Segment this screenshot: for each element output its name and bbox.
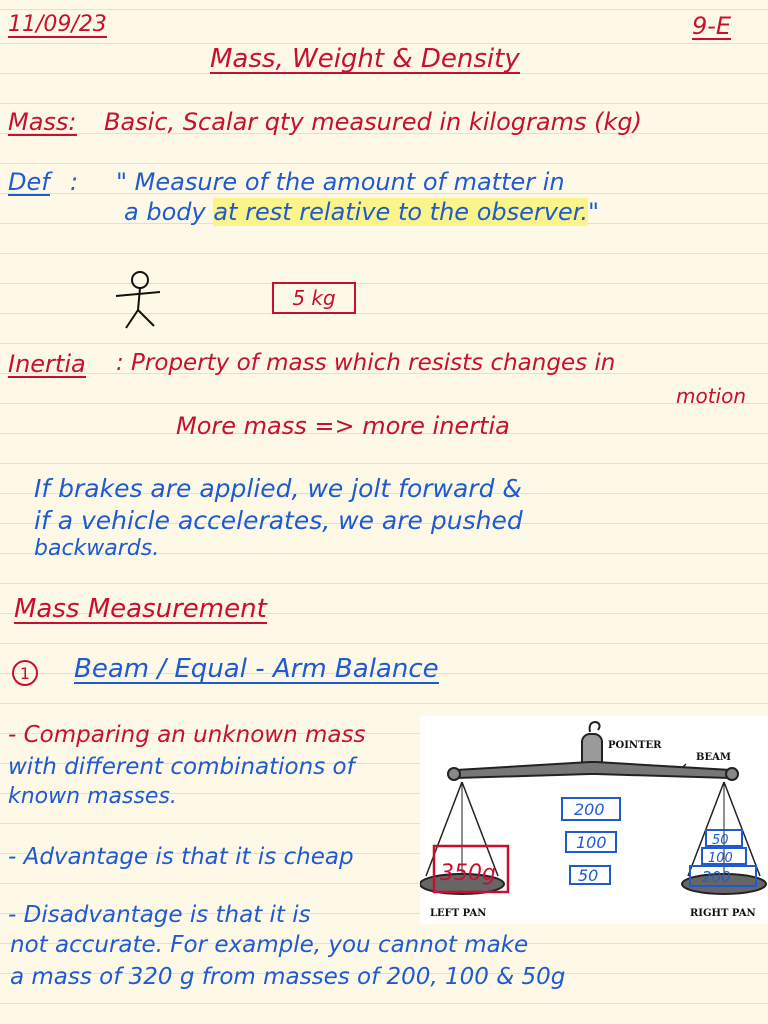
def-line2-text: a body (124, 198, 206, 226)
def-label: Def (8, 168, 50, 196)
beam (456, 762, 730, 778)
center-weight-label: 50 (578, 866, 599, 885)
date: 11/09/23 (8, 12, 107, 37)
inertia-description-end: motion (676, 384, 747, 408)
disadvantage-line3: a mass of 320 g from masses of 200, 100 & 50g (10, 964, 566, 990)
number-badge (12, 660, 38, 686)
point1-line3: known masses. (8, 784, 177, 809)
mass-box: 5 kg (272, 282, 356, 314)
left-pan-label: LEFT PAN (430, 908, 487, 919)
mass-label: Mass: (8, 108, 77, 136)
center-weight-label: 100 (576, 833, 607, 852)
example-line1: If brakes are applied, we jolt forward & (34, 474, 522, 503)
example-line3: backwards. (34, 536, 160, 561)
unknown-mass-label: 350g (440, 861, 496, 886)
disadvantage-line1: - Disadvantage is that it is (8, 902, 311, 928)
page-title: Mass, Weight & Density (210, 44, 520, 74)
advantage: - Advantage is that it is cheap (8, 844, 354, 870)
section-heading: Mass Measurement (14, 594, 267, 624)
def-highlight: at rest relative to the observer. (213, 198, 589, 226)
right-pan-label: RIGHT PAN (690, 908, 756, 919)
disadvantage-line2: not accurate. For example, you cannot make (10, 932, 529, 958)
def-line1: " Measure of the amount of matter in (116, 168, 565, 196)
inertia-label: Inertia (8, 350, 86, 378)
right-weight-label: 50 (712, 833, 729, 848)
beam-label: BEAM (696, 752, 731, 763)
pointer-label: POINTER (608, 740, 662, 751)
point1-line2: with different combinations of (8, 754, 355, 780)
point1-line1: - Comparing an unknown mass (8, 722, 366, 748)
example-line2: if a vehicle accelerates, we are pushed (34, 506, 523, 535)
right-weight-label: 200 (702, 868, 731, 886)
def-line2 (124, 200, 599, 224)
right-weight-label: 100 (708, 851, 733, 866)
def-colon: : (70, 168, 79, 196)
inertia-relation: More mass => more inertia (176, 412, 510, 440)
class-label: 9-E (692, 12, 732, 40)
beam-balance-figure (420, 716, 768, 924)
inertia-description: : Property of mass which resists changes in (116, 350, 616, 376)
hook-icon (590, 722, 600, 732)
number-badge-text: 1 (19, 663, 31, 683)
mass-description: Basic, Scalar qty measured in kilograms (kg) (104, 108, 642, 136)
center-weight-label: 200 (574, 800, 605, 819)
subheading: Beam / Equal - Arm Balance (74, 654, 439, 684)
stick-figure-icon (108, 268, 168, 332)
def-close-quote: " (588, 198, 600, 226)
beam-balance-diagram (420, 716, 768, 924)
